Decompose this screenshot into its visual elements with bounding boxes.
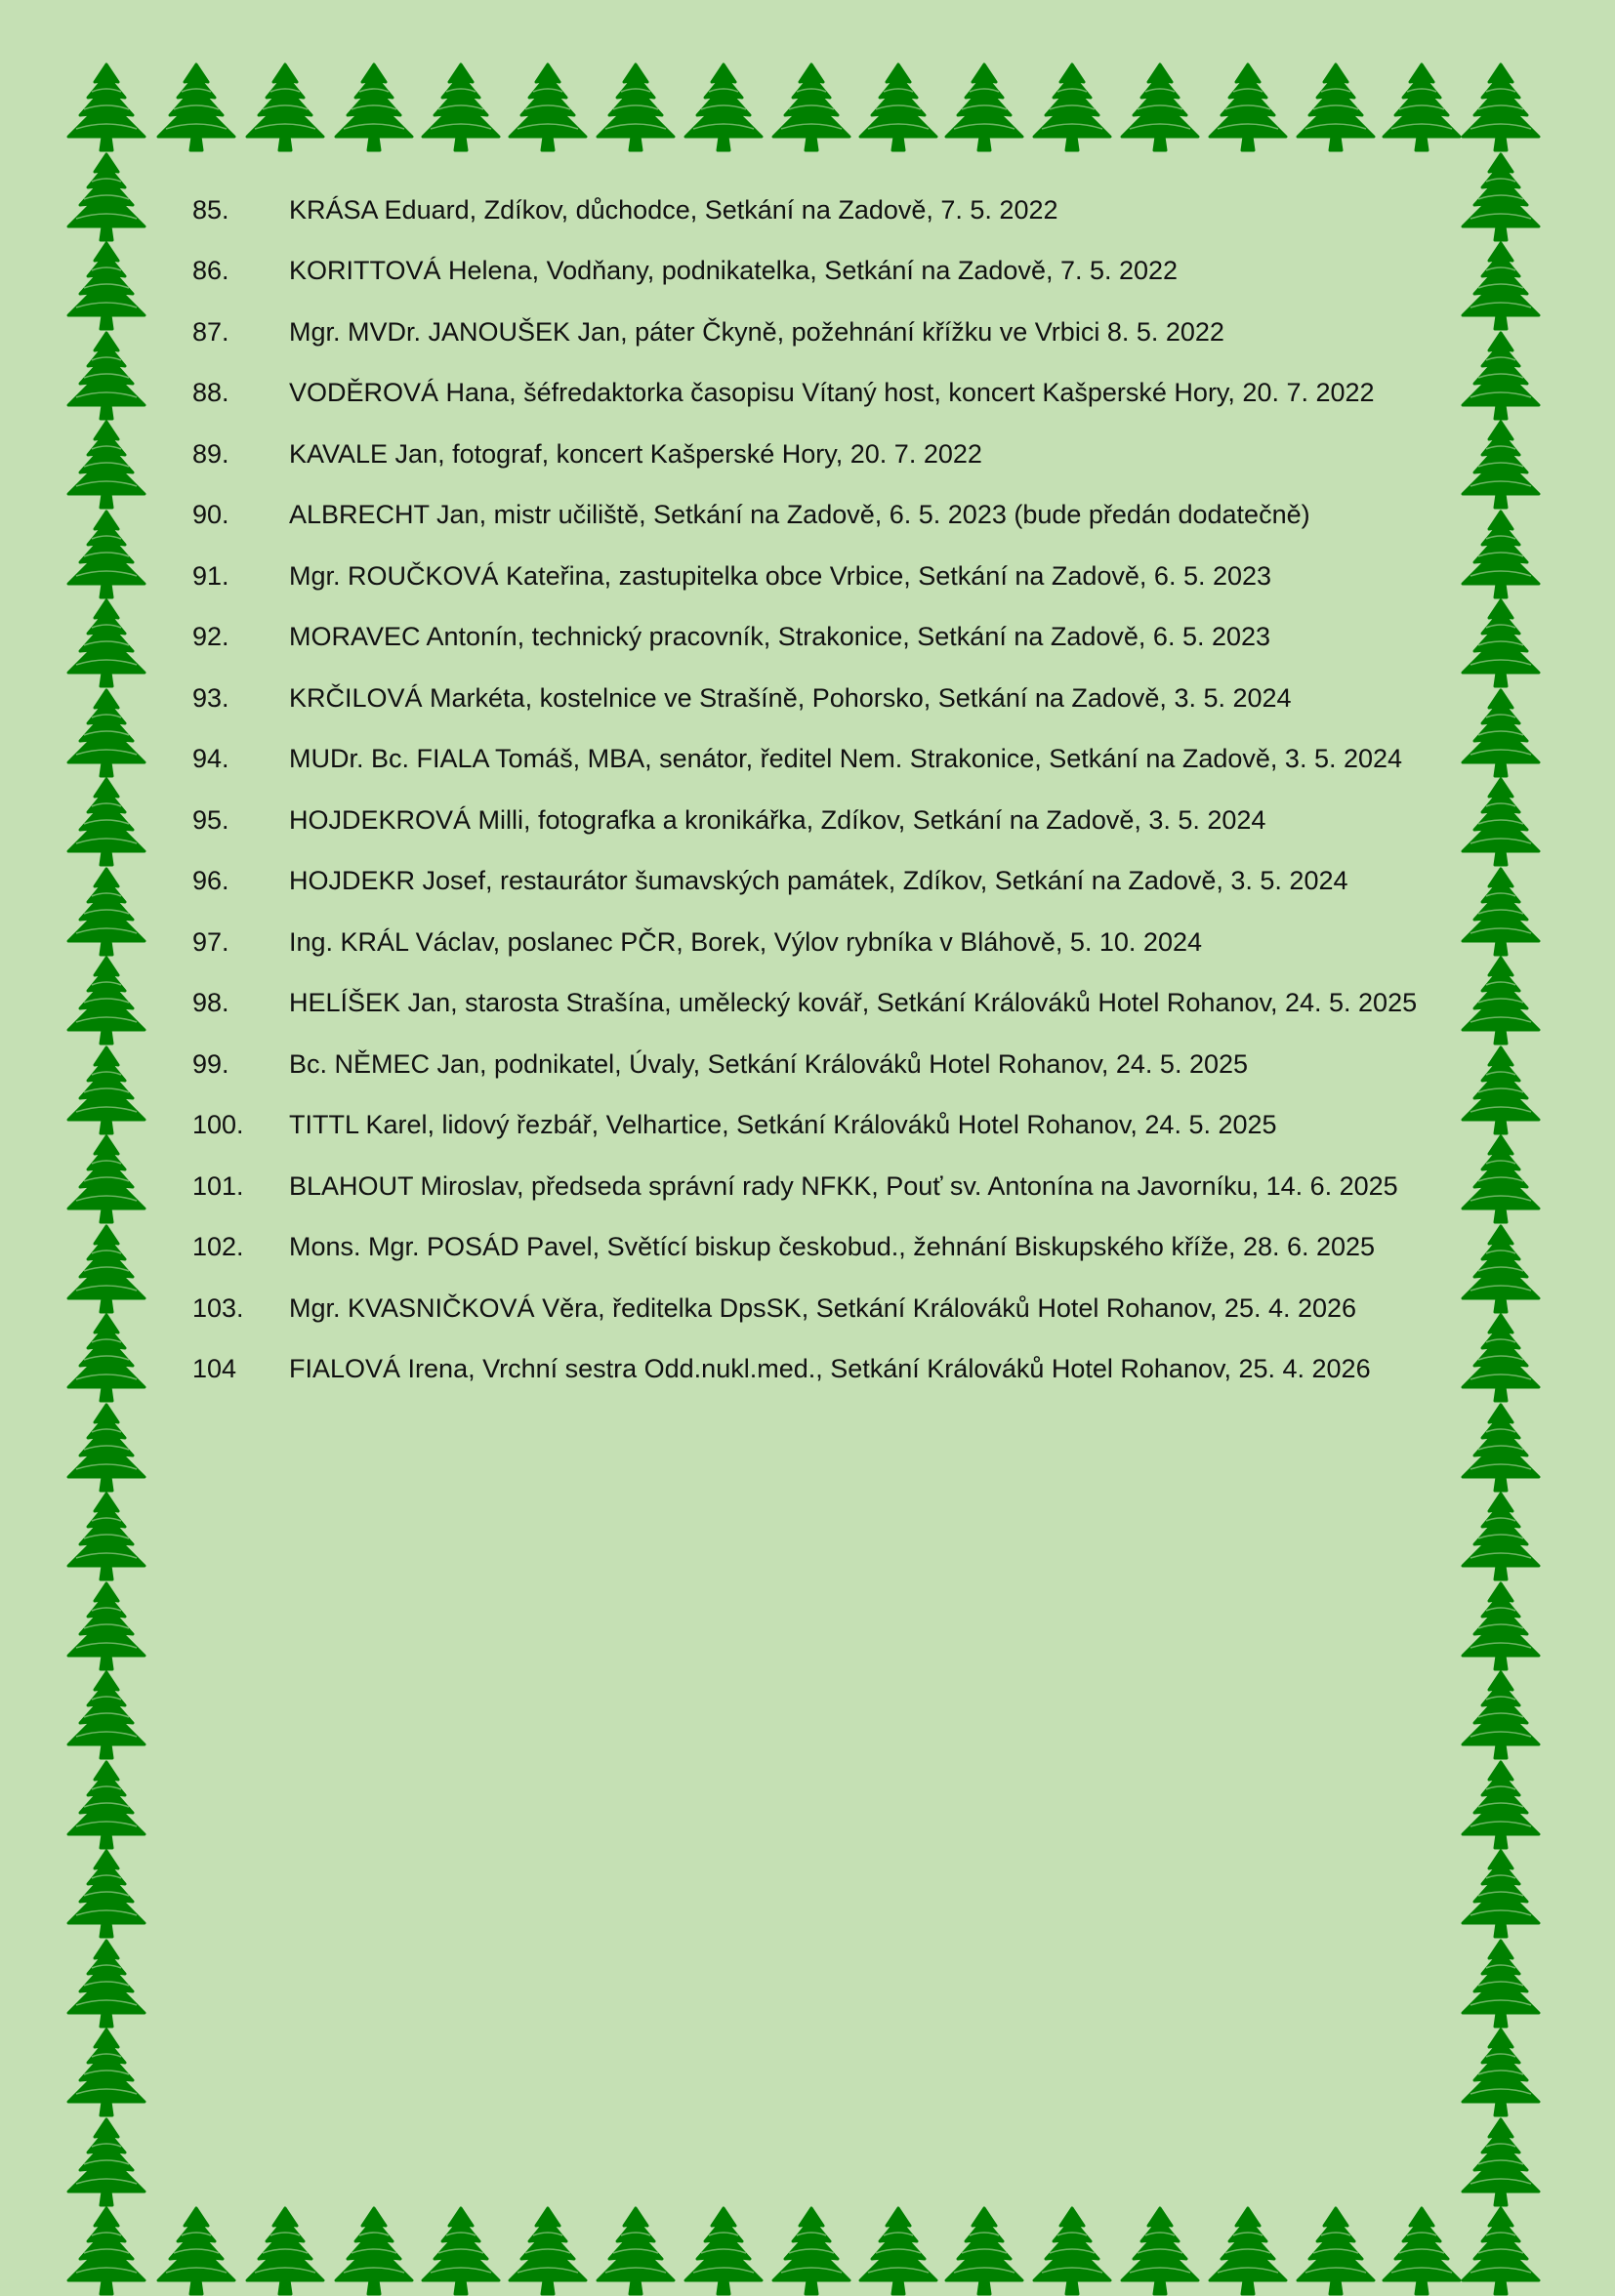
christmas-tree-icon	[62, 598, 150, 688]
christmas-tree-icon	[1378, 2206, 1466, 2296]
list-item	[192, 668, 1462, 729]
christmas-tree-icon	[241, 62, 329, 152]
christmas-tree-icon	[1292, 2206, 1380, 2296]
christmas-tree-icon	[1116, 2206, 1204, 2296]
list-item	[192, 1156, 1462, 1217]
christmas-tree-icon	[940, 62, 1028, 152]
entry-number: 98.	[192, 988, 229, 1018]
entry-number: 101.	[192, 1170, 244, 1201]
entry-text: ALBRECHT Jan, mistr učiliště, Setkání na Zadově, 6. 5. 2023 (bude předán dodatečně)	[289, 500, 1310, 530]
entry-text: MORAVEC Antonín, technický pracovník, Strakonice, Setkání na Zadově, 6. 5. 2023	[289, 622, 1271, 652]
christmas-tree-icon	[1457, 331, 1545, 421]
christmas-tree-icon	[1457, 241, 1545, 331]
christmas-tree-icon	[1457, 867, 1545, 957]
entry-text: HELÍŠEK Jan, starosta Strašína, umělecký kovář, Setkání Králováků Hotel Rohanov, 24. 5. 2025	[289, 988, 1418, 1018]
list-item	[192, 424, 1462, 485]
list-item	[192, 790, 1462, 851]
christmas-tree-icon	[417, 62, 505, 152]
christmas-tree-icon	[680, 2206, 767, 2296]
list-item	[192, 1217, 1462, 1279]
christmas-tree-icon	[1457, 2206, 1545, 2296]
christmas-tree-icon	[1457, 1046, 1545, 1135]
christmas-tree-icon	[417, 2206, 505, 2296]
entry-text: KRČILOVÁ Markéta, kostelnice ve Strašíně, Pohorsko, Setkání na Zadově, 3. 5. 2024	[289, 682, 1292, 713]
entry-text: HOJDEKR Josef, restaurátor šumavských památek, Zdíkov, Setkání na Zadově, 3. 5. 2024	[289, 866, 1348, 896]
entry-number: 91.	[192, 560, 229, 591]
christmas-tree-icon	[62, 1403, 150, 1493]
entry-number: 85.	[192, 194, 229, 225]
list-item	[192, 241, 1462, 303]
christmas-tree-icon	[62, 688, 150, 778]
entry-number: 96.	[192, 866, 229, 896]
christmas-tree-icon	[1457, 598, 1545, 688]
entry-number: 94.	[192, 744, 229, 774]
entry-text: KAVALE Jan, fotograf, koncert Kašperské Hory, 20. 7. 2022	[289, 438, 982, 469]
entry-number: 97.	[192, 926, 229, 957]
christmas-tree-icon	[592, 2206, 680, 2296]
christmas-tree-icon	[62, 2206, 150, 2296]
christmas-tree-icon	[1457, 1760, 1545, 1850]
entry-text: HOJDEKROVÁ Milli, fotografka a kronikářka, Zdíkov, Setkání na Zadově, 3. 5. 2024	[289, 804, 1266, 835]
list-item	[192, 302, 1462, 363]
entry-number: 99.	[192, 1048, 229, 1079]
christmas-tree-icon	[680, 62, 767, 152]
entry-text: Ing. KRÁL Václav, poslanec PČR, Borek, Výlov rybníka v Bláhově, 5. 10. 2024	[289, 926, 1202, 957]
christmas-tree-icon	[1204, 62, 1292, 152]
list-item	[192, 729, 1462, 791]
list-item	[192, 607, 1462, 669]
entry-number: 100.	[192, 1110, 244, 1140]
christmas-tree-icon	[1457, 1670, 1545, 1760]
entry-number: 87.	[192, 316, 229, 347]
christmas-tree-icon	[1457, 2028, 1545, 2117]
christmas-tree-icon	[62, 867, 150, 957]
christmas-tree-icon	[1457, 1313, 1545, 1403]
christmas-tree-icon	[1457, 1403, 1545, 1493]
christmas-tree-icon	[330, 2206, 418, 2296]
christmas-tree-icon	[1457, 1849, 1545, 1939]
christmas-tree-icon	[1457, 1134, 1545, 1224]
christmas-tree-icon	[62, 1670, 150, 1760]
christmas-tree-icon	[62, 1849, 150, 1939]
list-item	[192, 180, 1462, 241]
christmas-tree-icon	[854, 62, 942, 152]
christmas-tree-icon	[62, 420, 150, 510]
entry-number: 95.	[192, 804, 229, 835]
list-item	[192, 546, 1462, 607]
entry-text: FIALOVÁ Irena, Vrchní sestra Odd.nukl.med., Setkání Králováků Hotel Rohanov, 25. 4. 2026	[289, 1354, 1371, 1384]
christmas-tree-icon	[940, 2206, 1028, 2296]
christmas-tree-icon	[62, 62, 150, 152]
entry-text: Mgr. KVASNIČKOVÁ Věra, ředitelka DpsSK, Setkání Králováků Hotel Rohanov, 25. 4. 2026	[289, 1292, 1357, 1323]
christmas-tree-icon	[1028, 2206, 1116, 2296]
entry-text: Mgr. MVDr. JANOUŠEK Jan, páter Čkyně, požehnání křížku ve Vrbici 8. 5. 2022	[289, 316, 1224, 347]
list-item	[192, 485, 1462, 547]
christmas-tree-icon	[62, 1939, 150, 2029]
christmas-tree-icon	[504, 2206, 592, 2296]
list-item	[192, 851, 1462, 913]
christmas-tree-icon	[1457, 510, 1545, 599]
list-item	[192, 1278, 1462, 1339]
christmas-tree-icon	[1457, 62, 1545, 152]
entry-number: 86.	[192, 256, 229, 286]
christmas-tree-icon	[62, 510, 150, 599]
entry-text: Mgr. ROUČKOVÁ Kateřina, zastupitelka obce Vrbice, Setkání na Zadově, 6. 5. 2023	[289, 560, 1272, 591]
list-item	[192, 363, 1462, 425]
list-item	[192, 1034, 1462, 1095]
christmas-tree-icon	[1457, 1939, 1545, 2029]
christmas-tree-icon	[152, 2206, 240, 2296]
christmas-tree-icon	[62, 331, 150, 421]
christmas-tree-icon	[1292, 62, 1380, 152]
entry-number: 90.	[192, 500, 229, 530]
christmas-tree-icon	[1378, 62, 1466, 152]
christmas-tree-icon	[152, 62, 240, 152]
christmas-tree-icon	[62, 777, 150, 867]
entry-text: TITTL Karel, lidový řezbář, Velhartice, Setkání Králováků Hotel Rohanov, 24. 5. 2025	[289, 1110, 1277, 1140]
list-item	[192, 1339, 1462, 1401]
christmas-tree-icon	[62, 1492, 150, 1581]
entry-number: 103.	[192, 1292, 244, 1323]
christmas-tree-icon	[330, 62, 418, 152]
christmas-tree-icon	[62, 1224, 150, 1314]
entry-text: Bc. NĚMEC Jan, podnikatel, Úvaly, Setkání Králováků Hotel Rohanov, 24. 5. 2025	[289, 1048, 1249, 1079]
christmas-tree-icon	[1457, 1224, 1545, 1314]
christmas-tree-icon	[1116, 62, 1204, 152]
list-item	[192, 973, 1462, 1035]
entry-text: KORITTOVÁ Helena, Vodňany, podnikatelka, Setkání na Zadově, 7. 5. 2022	[289, 256, 1179, 286]
christmas-tree-icon	[1457, 777, 1545, 867]
christmas-tree-icon	[62, 1313, 150, 1403]
christmas-tree-icon	[767, 2206, 855, 2296]
christmas-tree-icon	[1204, 2206, 1292, 2296]
christmas-tree-icon	[767, 62, 855, 152]
entry-text: MUDr. Bc. FIALA Tomáš, MBA, senátor, ředitel Nem. Strakonice, Setkání na Zadově, 3. 5. 2024	[289, 744, 1403, 774]
award-recipient-list	[192, 180, 1462, 1400]
entry-number: 102.	[192, 1232, 244, 1262]
christmas-tree-icon	[1457, 688, 1545, 778]
entry-number: 88.	[192, 378, 229, 408]
entry-text: VODĚROVÁ Hana, šéfredaktorka časopisu Vítaný host, koncert Kašperské Hory, 20. 7. 2022	[289, 378, 1375, 408]
christmas-tree-icon	[504, 62, 592, 152]
christmas-tree-icon	[62, 1581, 150, 1671]
christmas-tree-icon	[62, 2117, 150, 2207]
christmas-tree-icon	[62, 152, 150, 242]
christmas-tree-icon	[62, 1760, 150, 1850]
list-item	[192, 1095, 1462, 1157]
entry-text: KRÁSA Eduard, Zdíkov, důchodce, Setkání na Zadově, 7. 5. 2022	[289, 194, 1058, 225]
entry-number: 92.	[192, 622, 229, 652]
christmas-tree-icon	[1457, 956, 1545, 1046]
entry-number: 104	[192, 1354, 237, 1384]
entry-number: 93.	[192, 682, 229, 713]
entry-number: 89.	[192, 438, 229, 469]
entry-text: BLAHOUT Miroslav, předseda správní rady NFKK, Pouť sv. Antonína na Javorníku, 14. 6. 2025	[289, 1170, 1398, 1201]
christmas-tree-icon	[1457, 1581, 1545, 1671]
list-item	[192, 912, 1462, 973]
christmas-tree-icon	[1457, 1492, 1545, 1581]
christmas-tree-icon	[62, 241, 150, 331]
christmas-tree-icon	[62, 1134, 150, 1224]
christmas-tree-icon	[1457, 2117, 1545, 2207]
entry-text: Mons. Mgr. POSÁD Pavel, Světící biskup českobud., žehnání Biskupského kříže, 28. 6. 2025	[289, 1232, 1376, 1262]
christmas-tree-icon	[1028, 62, 1116, 152]
christmas-tree-icon	[62, 956, 150, 1046]
christmas-tree-icon	[241, 2206, 329, 2296]
christmas-tree-icon	[592, 62, 680, 152]
christmas-tree-icon	[62, 2028, 150, 2117]
christmas-tree-icon	[854, 2206, 942, 2296]
christmas-tree-icon	[1457, 152, 1545, 242]
christmas-tree-icon	[1457, 420, 1545, 510]
christmas-tree-icon	[62, 1046, 150, 1135]
